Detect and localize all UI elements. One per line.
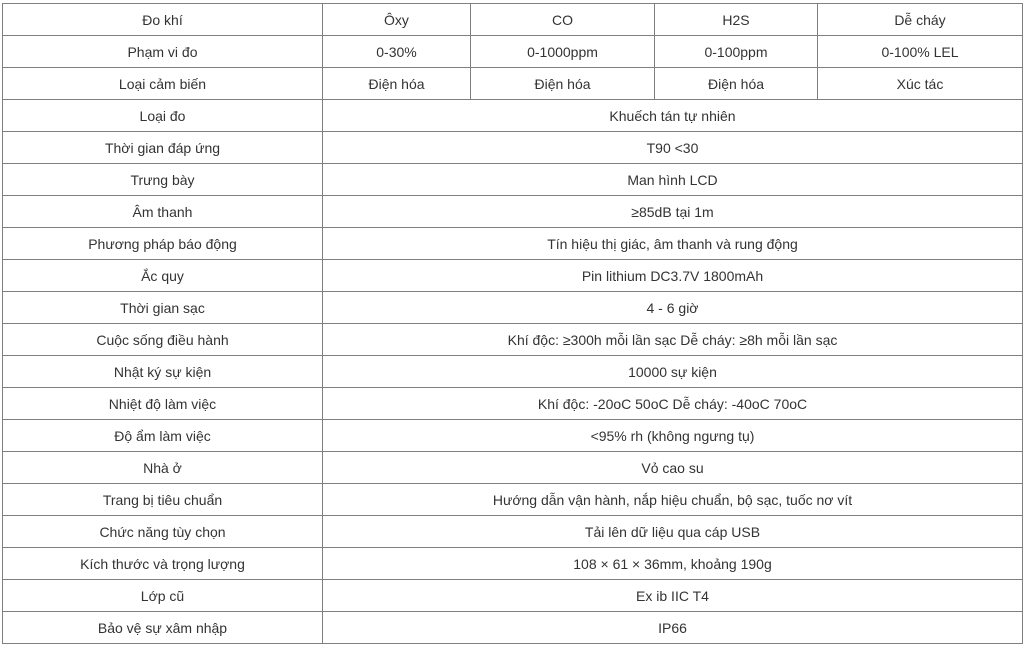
row-label: Chức năng tùy chọn [3,516,323,548]
gas-oxygen-header: Ôxy [323,4,471,36]
table-row [3,484,1023,516]
table-row [3,612,1023,644]
table-row [3,580,1023,612]
row-label: Nhà ở [3,452,323,484]
table-row [3,388,1023,420]
row-value: Khí độc: ≥300h mỗi lần sạc Dễ cháy: ≥8h mỗi lần sạc [323,324,1023,356]
row-label: Cuộc sống điều hành [3,324,323,356]
row-value: Khuếch tán tự nhiên [323,100,1023,132]
row-value: Tải lên dữ liệu qua cáp USB [323,516,1023,548]
row-value: <95% rh (không ngưng tụ) [323,420,1023,452]
row-value: 10000 sự kiện [323,356,1023,388]
row-label: Thời gian đáp ứng [3,132,323,164]
row-value: Vỏ cao su [323,452,1023,484]
row-value: IP66 [323,612,1023,644]
spec-table [2,3,1023,644]
table-row [3,324,1023,356]
row-value: Man hình LCD [323,164,1023,196]
row-label: Bảo vệ sự xâm nhập [3,612,323,644]
sensor-oxygen: Điện hóa [323,68,471,100]
row-label: Phạm vi đo [3,36,323,68]
table-row [3,228,1023,260]
table-row [3,452,1023,484]
row-value: ≥85dB tại 1m [323,196,1023,228]
table-row-gas-header [3,4,1023,36]
row-value: Ex ib IIC T4 [323,580,1023,612]
row-value: Hướng dẫn vận hành, nắp hiệu chuẩn, bộ sạc, tuốc nơ vít [323,484,1023,516]
row-label: Âm thanh [3,196,323,228]
table-row [3,420,1023,452]
gas-combustible-header: Dễ cháy [818,4,1023,36]
table-row [3,260,1023,292]
row-label: Độ ẩm làm việc [3,420,323,452]
row-label: Loại đo [3,100,323,132]
table-row [3,196,1023,228]
range-combustible: 0-100% LEL [818,36,1023,68]
row-label: Trưng bày [3,164,323,196]
row-label: Ắc quy [3,260,323,292]
table-row [3,164,1023,196]
gas-co-header: CO [471,4,655,36]
row-label: Nhật ký sự kiện [3,356,323,388]
row-label: Phương pháp báo động [3,228,323,260]
sensor-combustible: Xúc tác [818,68,1023,100]
row-value: Khí độc: -20oC 50oC Dễ cháy: -40oC 70oC [323,388,1023,420]
row-label: Trang bị tiêu chuẩn [3,484,323,516]
range-co: 0-1000ppm [471,36,655,68]
row-label: Loại cảm biến [3,68,323,100]
gas-h2s-header: H2S [655,4,818,36]
table-row-sensor [3,68,1023,100]
row-value: Pin lithium DC3.7V 1800mAh [323,260,1023,292]
table-row-range [3,36,1023,68]
row-value: 4 - 6 giờ [323,292,1023,324]
row-label: Thời gian sạc [3,292,323,324]
row-label: Lớp cũ [3,580,323,612]
table-row [3,356,1023,388]
sensor-h2s: Điện hóa [655,68,818,100]
table-row [3,132,1023,164]
table-row [3,100,1023,132]
row-label: Nhiệt độ làm việc [3,388,323,420]
table-row [3,292,1023,324]
table-row [3,516,1023,548]
table-row [3,548,1023,580]
row-label: Kích thước và trọng lượng [3,548,323,580]
row-value: 108 × 61 × 36mm, khoảng 190g [323,548,1023,580]
range-oxygen: 0-30% [323,36,471,68]
row-label: Đo khí [3,4,323,36]
spec-table-body [3,4,1023,644]
row-value: T90 <30 [323,132,1023,164]
row-value: Tín hiệu thị giác, âm thanh và rung động [323,228,1023,260]
range-h2s: 0-100ppm [655,36,818,68]
sensor-co: Điện hóa [471,68,655,100]
